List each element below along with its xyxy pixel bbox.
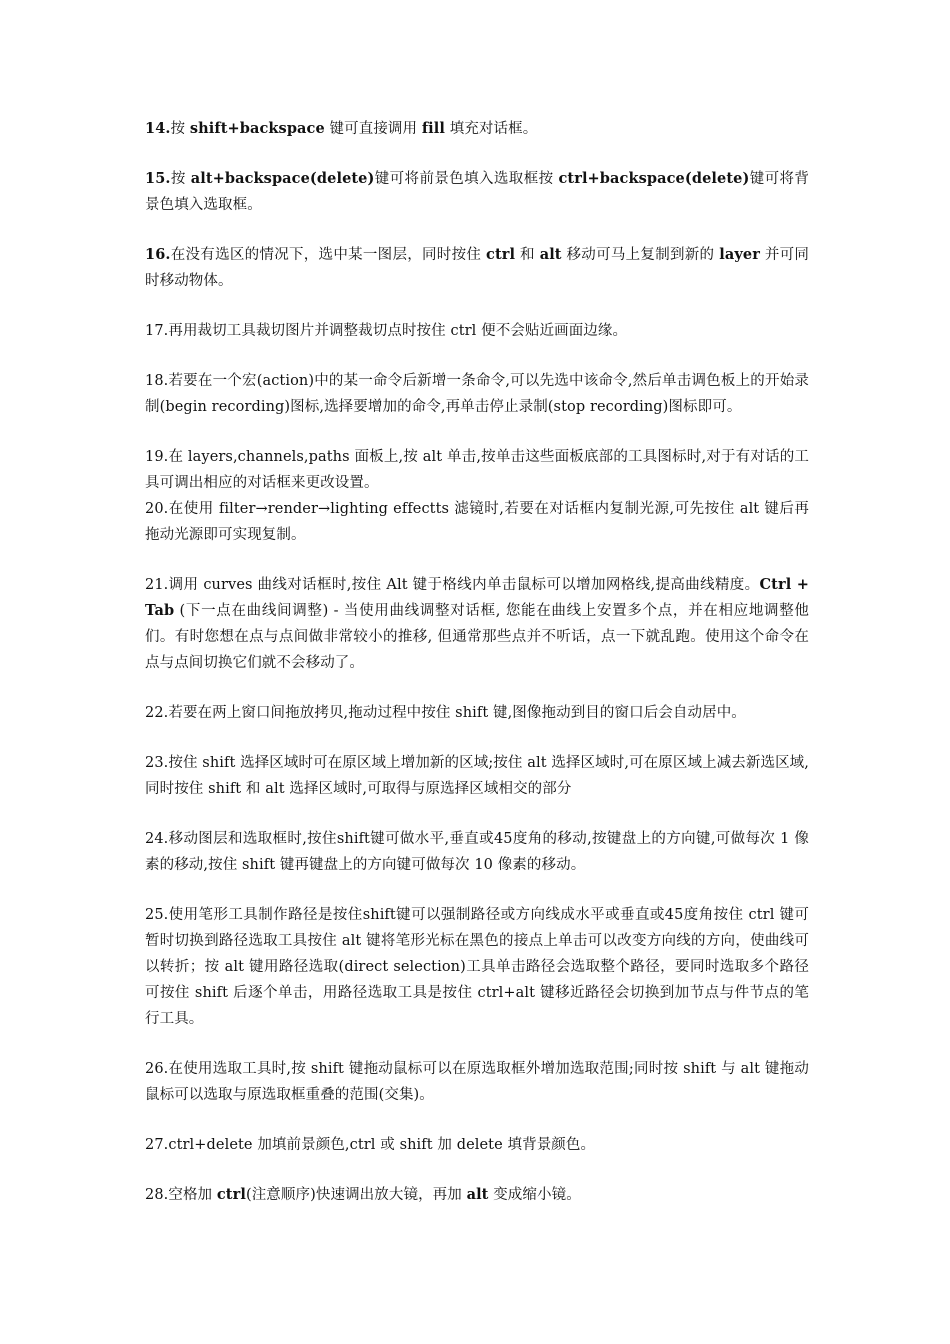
tip-text: 20.在使用 filter→render→lighting effectts 滤镜时,若要在对话框内复制光源,可先按住 alt 键后再拖动光源即可实现复制。 <box>145 501 809 543</box>
tip-text: 18.若要在一个宏(action)中的某一命令后新增一条命令,可以先选中该命令,然后单击调色板上的开始录制(begin recording)图标,选择要增加的命令,再单击停止录制(stop recording)图标即可。 <box>145 373 809 415</box>
document-page <box>145 116 809 1208</box>
tip-text: 24.移动图层和选取框时,按住shift键可做水平,垂直或45度角的移动,按键盘上的方向键,可做每次 1 像素的移动,按住 shift 键再键盘上的方向键可做每次 10 像素的移动。 <box>145 831 809 873</box>
tip-text: 并可同时移动物体。 <box>145 247 809 289</box>
tip-20 <box>145 496 809 548</box>
tip-text: (注意顺序)快速调出放大镜，再加 <box>245 1187 467 1203</box>
tip-text: 键可将背景色填入选取框。 <box>145 171 809 213</box>
tip-text: 在没有选区的情况下，选中某一图层，同时按住 <box>170 247 487 263</box>
tip-bold-text: alt+backspace(delete) <box>190 170 375 187</box>
tip-text: 按 <box>170 121 190 137</box>
tip-text: 17.再用裁切工具裁切图片并调整裁切点时按住 ctrl 便不会贴近画面边缘。 <box>145 323 628 339</box>
tip-22 <box>145 700 809 726</box>
tip-text: 填充对话框。 <box>445 121 538 137</box>
tip-bold-text: 15. <box>145 170 171 187</box>
tip-bold-text: shift+backspace <box>189 120 325 137</box>
tip-text: 移动可马上复制到新的 <box>561 247 720 263</box>
tip-14 <box>145 116 809 142</box>
tip-bold-text: fill <box>421 120 446 137</box>
tip-23 <box>145 750 809 802</box>
tip-text: 19.在 layers,channels,paths 面板上,按 alt 单击,按单击这些面板底部的工具图标时,对于有对话的工具可调出相应的对话框来更改设置。 <box>145 449 809 491</box>
tip-bold-text: ctrl <box>216 1186 246 1203</box>
tip-21 <box>145 572 809 676</box>
tip-bold-text: alt <box>466 1186 489 1203</box>
tip-text: 21.调用 curves 曲线对话框时,按住 Alt 键于格线内单击鼠标可以增加网格线,提高曲线精度。 <box>145 577 760 593</box>
tip-26 <box>145 1056 809 1108</box>
tip-bold-text: ctrl <box>486 246 516 263</box>
tip-text: 按 <box>170 171 191 187</box>
tip-text: 23.按住 shift 选择区域时可在原区域上增加新的区域;按住 alt 选择区域时,可在原区域上减去新选区域,同时按住 shift 和 alt 选择区域时,可取得与原选择区域相交的部分 <box>145 755 809 797</box>
tip-27 <box>145 1132 809 1158</box>
tip-text: 25.使用笔形工具制作路径是按住shift键可以强制路径或方向线成水平或垂直或45度角按住 ctrl 键可暂时切换到路径选取工具按住 alt 键将笔形光标在黑色的接点上单击可以改变方向线的方向，使曲线可以转折；按 alt 键用路径选取(direct selection)工具单击路径会选取整个路径，要同时选取多个路径可按住 shift 后逐个单击，用路径选取工具是按住 ctrl+alt 键移近路径会切换到加节点与件节点的笔行工具。 <box>145 907 809 1027</box>
tip-bold-text: Ctrl + Tab <box>145 576 809 619</box>
tip-18 <box>145 368 809 420</box>
tip-24 <box>145 826 809 878</box>
tip-text: 变成缩小镜。 <box>488 1187 581 1203</box>
tip-text: 和 <box>515 247 540 263</box>
tip-bold-text: 16. <box>145 246 171 263</box>
tip-16 <box>145 242 809 294</box>
tip-17 <box>145 318 809 344</box>
tip-28 <box>145 1182 809 1208</box>
tip-bold-text: 14. <box>145 120 171 137</box>
tip-text: 22.若要在两上窗口间拖放拷贝,拖动过程中按住 shift 键,图像拖动到目的窗口后会自动居中。 <box>145 705 746 721</box>
tip-text: 26.在使用选取工具时,按 shift 键拖动鼠标可以在原选取框外增加选取范围;同时按 shift 与 alt 键拖动鼠标可以选取与原选取框重叠的范围(交集)。 <box>145 1061 809 1103</box>
tip-text: 27.ctrl+delete 加填前景颜色,ctrl 或 shift 加 delete 填背景颜色。 <box>145 1137 596 1153</box>
tip-text: 28.空格加 <box>145 1187 217 1203</box>
tip-text: 键可直接调用 <box>324 121 422 137</box>
tip-text: 键可将前景色填入选取框按 <box>374 171 559 187</box>
tip-25 <box>145 902 809 1032</box>
tip-bold-text: layer <box>719 246 760 263</box>
tip-bold-text: alt <box>539 246 562 263</box>
tip-19 <box>145 444 809 496</box>
tip-bold-text: ctrl+backspace(delete) <box>558 170 750 187</box>
tip-text: (下一点在曲线间调整) - 当使用曲线调整对话框, 您能在曲线上安置多个点，并在相应地调整他们。有时您想在点与点间做非常较小的推移, 但通常那些点并不听话，点一下就乱跑。使用这个命令在点与点间切换它们就不会移动了。 <box>145 603 809 671</box>
tip-15 <box>145 166 809 218</box>
